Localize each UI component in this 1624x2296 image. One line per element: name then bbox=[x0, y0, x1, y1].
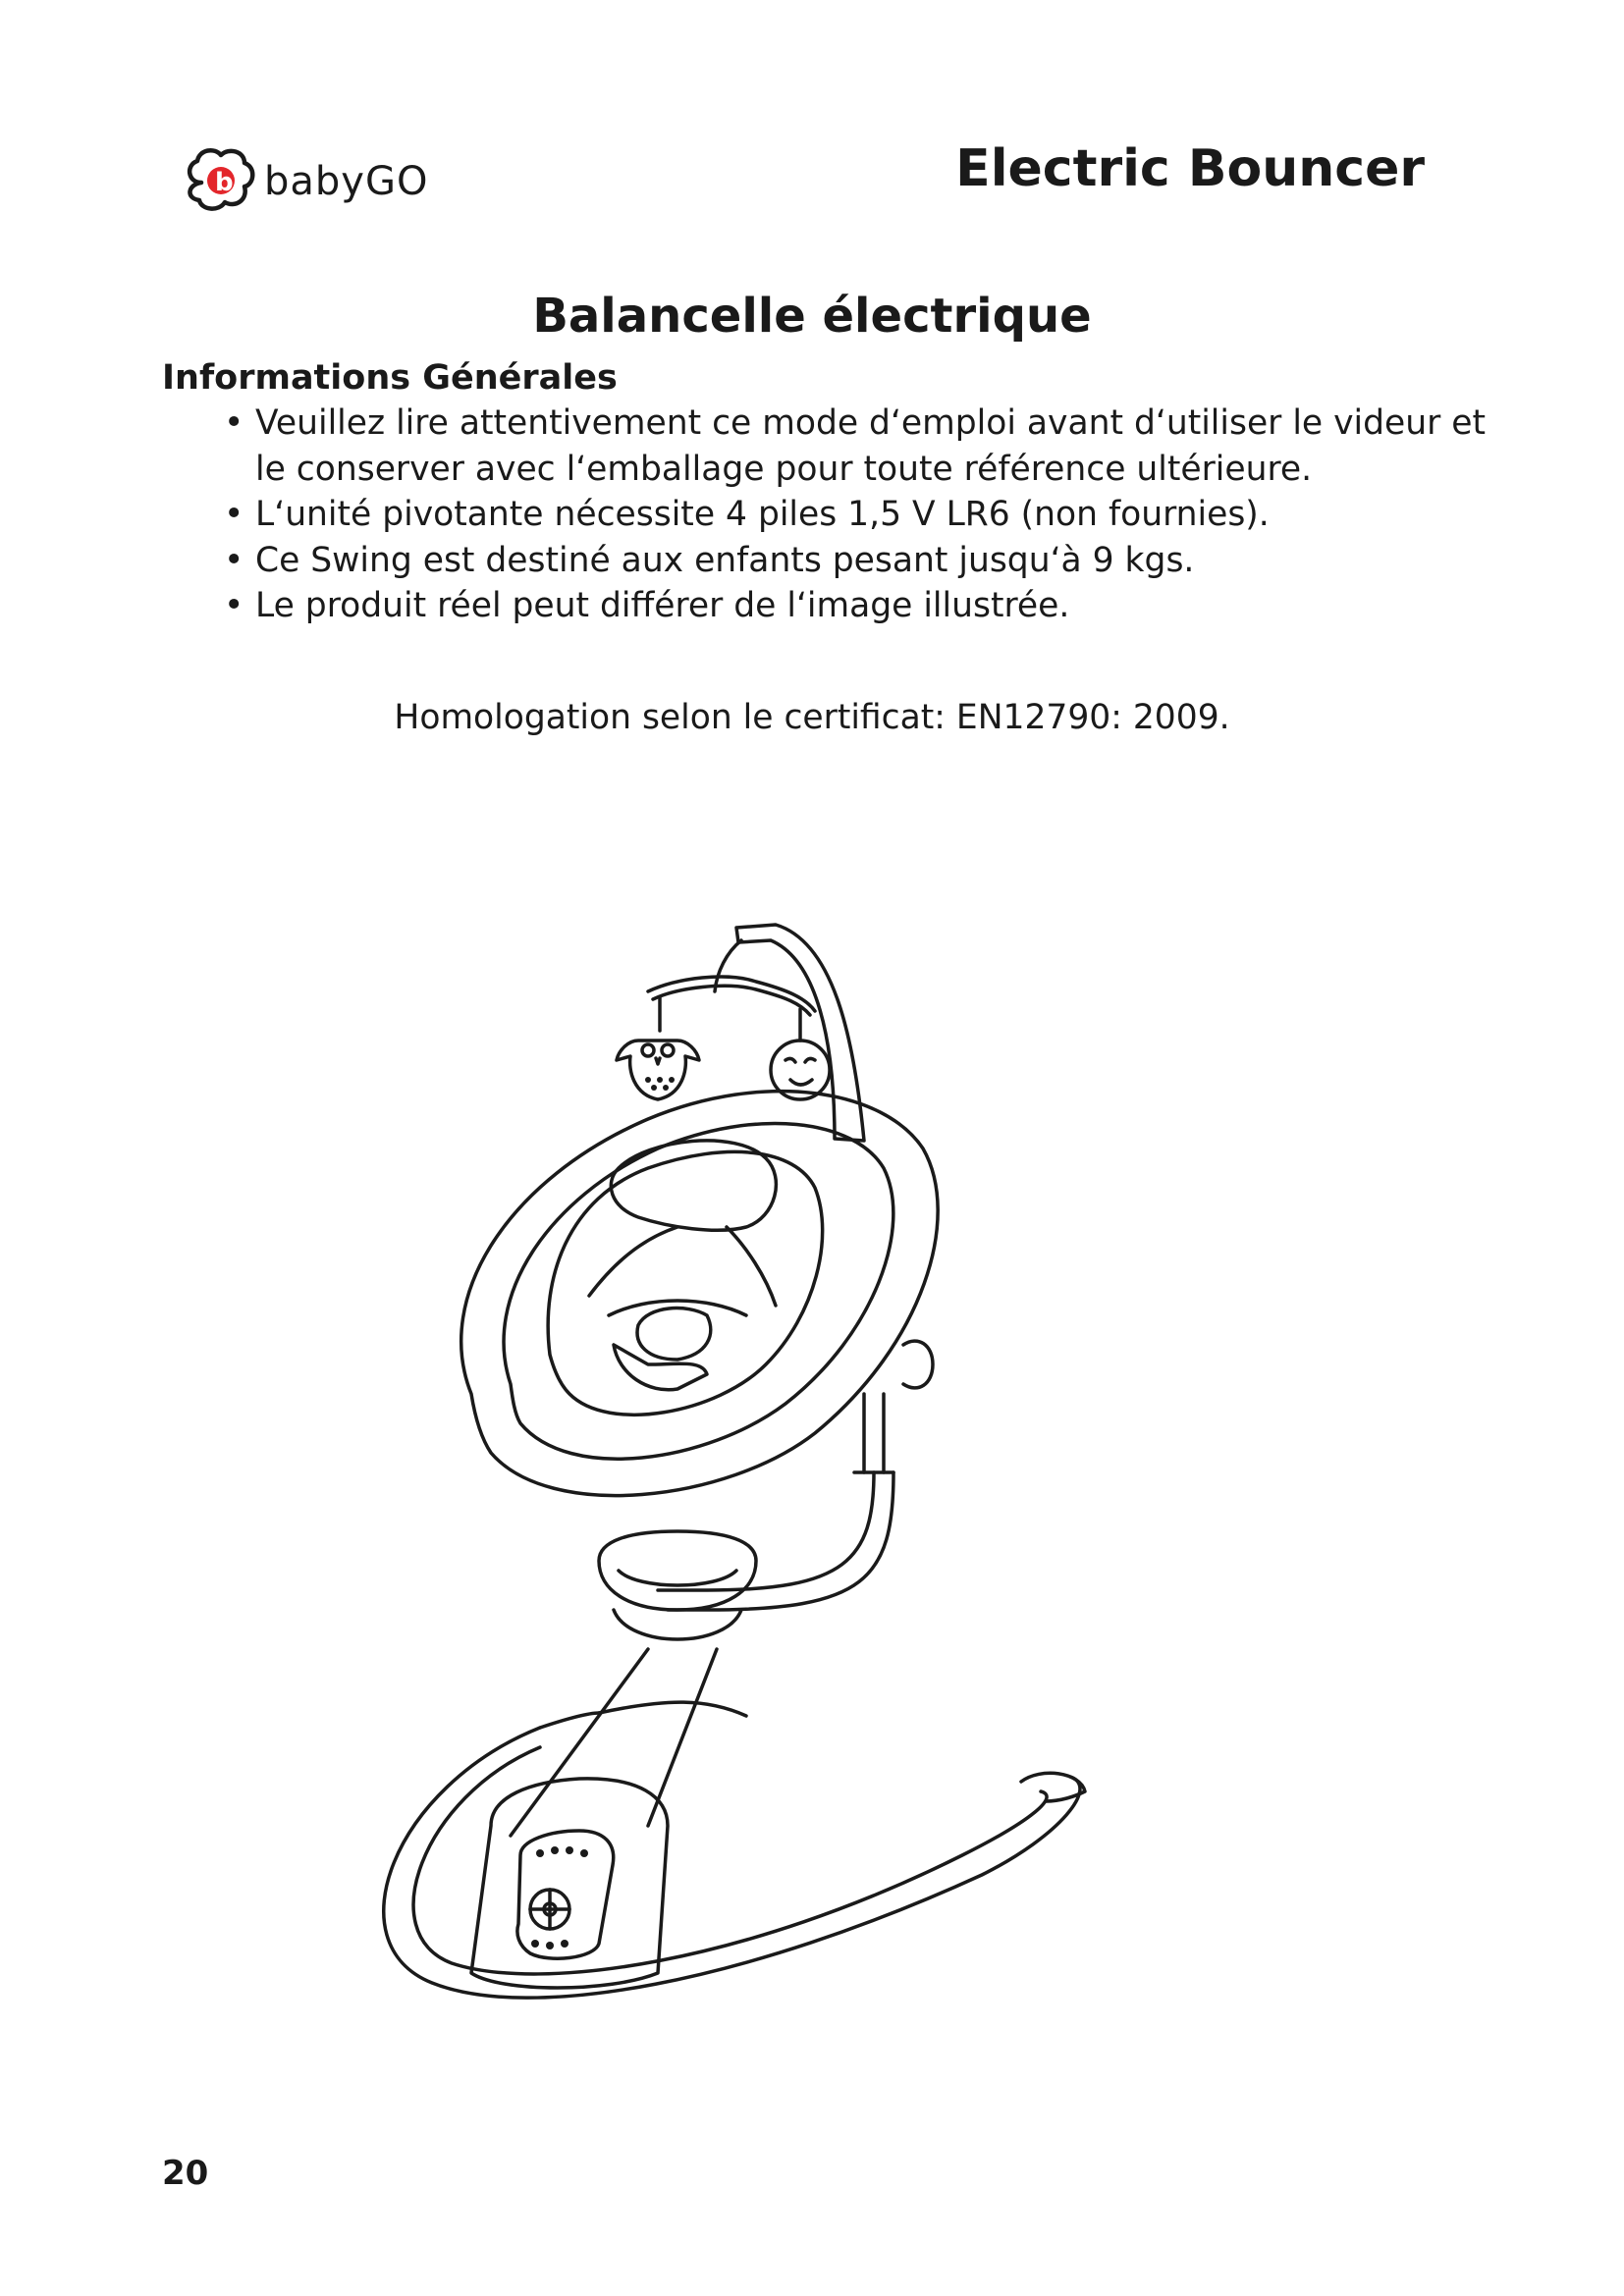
bullet-icon: • bbox=[224, 495, 244, 534]
list-item bbox=[224, 583, 1500, 629]
document-title: Balancelle électrique bbox=[532, 289, 1092, 344]
bullet-icon: • bbox=[224, 403, 244, 443]
bullet-text: Veuillez lire attentivement ce mode d‘emploi avant d‘utiliser le videur et le conserver avec l‘emballage pour toute référence ultérieure. bbox=[255, 403, 1487, 489]
babygo-logo bbox=[180, 143, 474, 222]
product-name: Electric Bouncer bbox=[955, 139, 1425, 198]
bullet-text: Ce Swing est destiné aux enfants pesant jusqu‘à 9 kgs. bbox=[255, 540, 1195, 580]
page-number: 20 bbox=[162, 2154, 209, 2193]
list-item bbox=[224, 400, 1500, 492]
list-item bbox=[224, 492, 1500, 538]
electric-bouncer-illustration bbox=[353, 883, 1218, 2061]
list-item bbox=[224, 538, 1500, 584]
bullet-icon: • bbox=[224, 586, 244, 625]
certification-note: Homologation selon le certificat: EN12790: 2009. bbox=[394, 698, 1230, 737]
svg-text:b: b bbox=[215, 168, 234, 197]
svg-text:babyGO: babyGO bbox=[264, 159, 429, 204]
general-info-list bbox=[224, 400, 1500, 629]
bullet-text: Le produit réel peut différer de l‘image illustrée. bbox=[255, 586, 1070, 625]
section-heading: Informations Générales bbox=[162, 358, 618, 398]
bullet-text: L‘unité pivotante nécessite 4 piles 1,5 V LR6 (non fournies). bbox=[255, 495, 1270, 534]
bullet-icon: • bbox=[224, 540, 244, 580]
